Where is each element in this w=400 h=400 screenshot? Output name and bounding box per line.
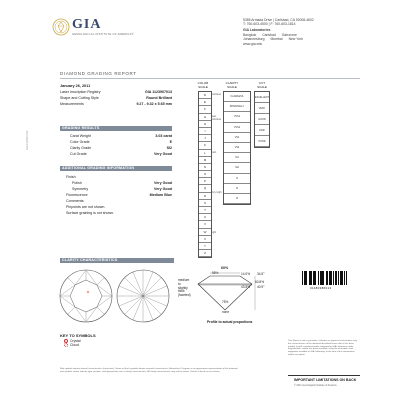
color-grade-cell: Z [199,250,211,257]
grade-label: Cut Grade [70,152,87,156]
city: Gaborone [281,32,297,37]
color-grade-cell: I [199,128,211,135]
cut-grade-cell: GOOD [255,114,269,125]
additional-value: Medium Blue [149,193,172,197]
prop-crown-height: 14.0% [241,272,251,276]
prop-lower-half: 75% [222,300,229,304]
clarity-grade-cell: I2 [224,184,250,194]
address-line: 5355 Armada Drive | Carlsbad, CA 92008-4602 [243,18,314,22]
header-line: CLARITY [225,81,239,85]
color-grade-cell: U [199,214,211,221]
cut-scale-header [254,82,270,89]
header-line: SCALE [198,84,208,89]
prop-pavilion-angle: 40.9° [257,285,265,289]
additional-label: Polish [72,181,82,185]
color-group-label: Near Colorless [211,115,221,121]
color-grade-cell: R [199,193,211,200]
key-label: Cloud [70,343,79,348]
cut-grade-cell: VERY [255,103,269,114]
grade-value: SI2 [166,146,172,150]
city: New York [288,36,303,41]
color-group-label: Light [211,231,217,234]
contact-block [243,18,353,46]
clarity-grade-cell: FLAWLESS [224,92,250,102]
city: Carlsbad [262,32,276,37]
proportions-caption: Profile to actual proportions [207,320,253,324]
color-group-label: Very Light [211,191,222,194]
color-grade-cell: P [199,178,211,185]
clarity-grade-cell: VS1 [224,133,250,143]
color-scale [198,91,212,258]
color-group-label: Faint [211,151,217,154]
grading-results-title: GRADING RESULTS [60,126,172,131]
color-grade-cell: L [199,150,211,157]
report-date: January 26, 2011 [60,84,91,88]
header-line: SCALE [257,84,267,89]
color-grade-cell: W [199,229,211,236]
color-grade-cell: T [199,207,211,214]
important-bar [288,375,360,376]
important-title: IMPORTANT LIMITATIONS ON BACK [294,378,357,382]
prop-total-depth: 60.8% [255,280,265,284]
logo-subtitle: GEMOLOGICAL INSTITUTE OF AMERICA® [72,33,134,36]
key-to-symbols [60,333,96,347]
clarity-scale [223,91,251,205]
clarity-grade-cell: INTERNALLY [224,102,250,112]
prop-girdle [178,279,194,298]
header-line: SCALE [227,84,237,89]
additional-label: Comments: [66,199,85,203]
girdle-to: to [178,281,181,286]
additional-label: Pinpoints are not shown. [66,205,106,209]
gia-seal-icon [52,18,70,36]
cloud-icon [64,343,68,347]
girdle-faceted: (faceted) [178,293,191,298]
prop-culet: none [222,310,230,314]
clarity-grade-cell: SI1 [224,153,250,163]
grade-label: Carat Weight [70,134,91,138]
color-grade-cell: O [199,171,211,178]
girdle-thick: thick [178,289,185,294]
clarity-grade-cell: VVS2 [224,123,250,133]
detail-value: Round Brilliant [146,96,172,100]
grading-results [60,126,172,157]
color-grade-cell: S [199,200,211,207]
color-grade-cell: J [199,135,211,142]
additional-value: Very Good [154,187,172,191]
clarity-scale-header [223,82,241,89]
barcode [302,271,346,285]
additional-info [60,166,172,216]
detail-label: Measurements [60,102,84,106]
grade-label: Color Grade [70,140,90,144]
logo-seal [52,18,70,36]
details-panel [60,83,172,107]
disclaimer: Red symbols denote internal characteristics (inclusions). Green or black symbols denote external characteristics (blemishes). Diagram is an approximate representation of the diamond, and symbols shown indicate type, position, and approximate size of clarity characteristics. All clarity characteristics may not be shown. Details of finish are not shown. [60,368,238,373]
color-group-label: Colorless [211,93,221,96]
cities-row-2 [243,37,353,41]
grade-label: Clarity Grade [70,146,92,150]
color-grade-cell: H [199,121,211,128]
city: Mumbai [270,36,283,41]
pavilion-diagram [115,268,171,324]
detail-label: Shape and Cutting Style [60,96,99,100]
report-title: DIAMOND GRADING REPORT [60,71,137,76]
grade-value: Very Good [154,152,172,156]
city: Bangkok [243,32,257,37]
key-label: Crystal [70,339,81,343]
color-grade-cell: E [199,99,211,106]
color-grade-cell: Q [199,185,211,192]
header-line: COLOR [197,81,209,85]
detail-value: GIA 1123907013 [144,90,172,94]
phone-line: T: 760-603-4500 | F: 760-603-1814 [243,22,296,27]
key-item [60,343,96,347]
color-grade-cell: K [199,142,211,149]
prop-table: 60% [221,266,229,270]
detail-label: Laser Inscription Registry [60,90,101,94]
city: Johannesburg [243,36,265,41]
detail-row [60,101,172,107]
cut-grade-cell: FAIR [255,125,269,136]
color-grade-cell: M [199,157,211,164]
footer-note: © 2011 Gemological Institute of America [294,384,337,387]
clarity-grade-cell: I3 [224,194,250,204]
color-grade-cell: G [199,114,211,121]
color-grade-cell: Y [199,243,211,250]
additional-row [66,210,172,216]
additional-label: Surface graining is not shown. [66,211,115,215]
cut-scale [254,91,270,148]
clarity-grade-cell: VS2 [224,143,250,153]
detail-value: 9.27 - 9.32 x 5.65 mm [136,102,172,106]
right-notes: This Report is not a guarantee, valuation or appraisal and contains only the characteristics of the diamond described herein after it has been graded, tested, examined and/or analyzed by GIA Laboratory under magnification, and/or has been inscribed, using the techniques and equipment available to GIA Laboratory at the time of the examination and/or inscription. [288,340,358,356]
additional-value: Very Good [154,181,172,185]
clarity-grade-cell: VVS1 [224,112,250,122]
color-grade-cell: D [199,92,211,99]
side-serial: GIA 1123907013 [26,130,29,150]
website: www.gia.edu [243,42,263,47]
additional-info-title: ADDITIONAL GRADING INFORMATION [60,166,172,171]
crown-diagram [58,268,114,324]
color-grade-cell: F [199,106,211,113]
logo-text: GIA [72,17,102,32]
grade-value: 3.03 carat [155,134,172,138]
barcode-number: 01180386013 [310,286,332,290]
clarity-grade-cell: I1 [224,174,250,184]
prop-crown-angle: 34.5° [257,272,265,276]
crown-plot [58,268,114,329]
grade-row [70,151,172,157]
characteristics-title: CLARITY CHARACTERISTICS [60,258,174,263]
cut-grade-cell: POOR [255,136,269,147]
title-rule [60,78,360,79]
barcode-bar [346,271,347,285]
grade-value: E [169,140,172,144]
pavilion-plot [115,268,171,329]
girdle-label: medium [178,278,190,282]
labs-title: GIA Laboratories [243,28,271,33]
additional-label: Fluorescence [66,193,88,197]
additional-label: Symmetry [72,187,89,191]
prop-pavilion-depth: 43.5% [241,285,251,289]
color-grade-cell: V [199,221,211,228]
girdle-slightly: slightly [178,285,188,290]
clarity-grade-cell: SI2 [224,163,250,173]
proportions-diagram [180,268,280,318]
color-grade-cell: N [199,164,211,171]
prop-star: 55% [212,271,219,275]
key-title: KEY TO SYMBOLS [60,333,96,338]
cut-grade-cell: EXCELLENT [255,92,269,103]
diamond-profile [180,268,280,318]
header-line: CUT [258,81,266,85]
color-scale-header [196,82,210,89]
color-grade-cell: X [199,236,211,243]
additional-label: Finish [66,175,76,179]
